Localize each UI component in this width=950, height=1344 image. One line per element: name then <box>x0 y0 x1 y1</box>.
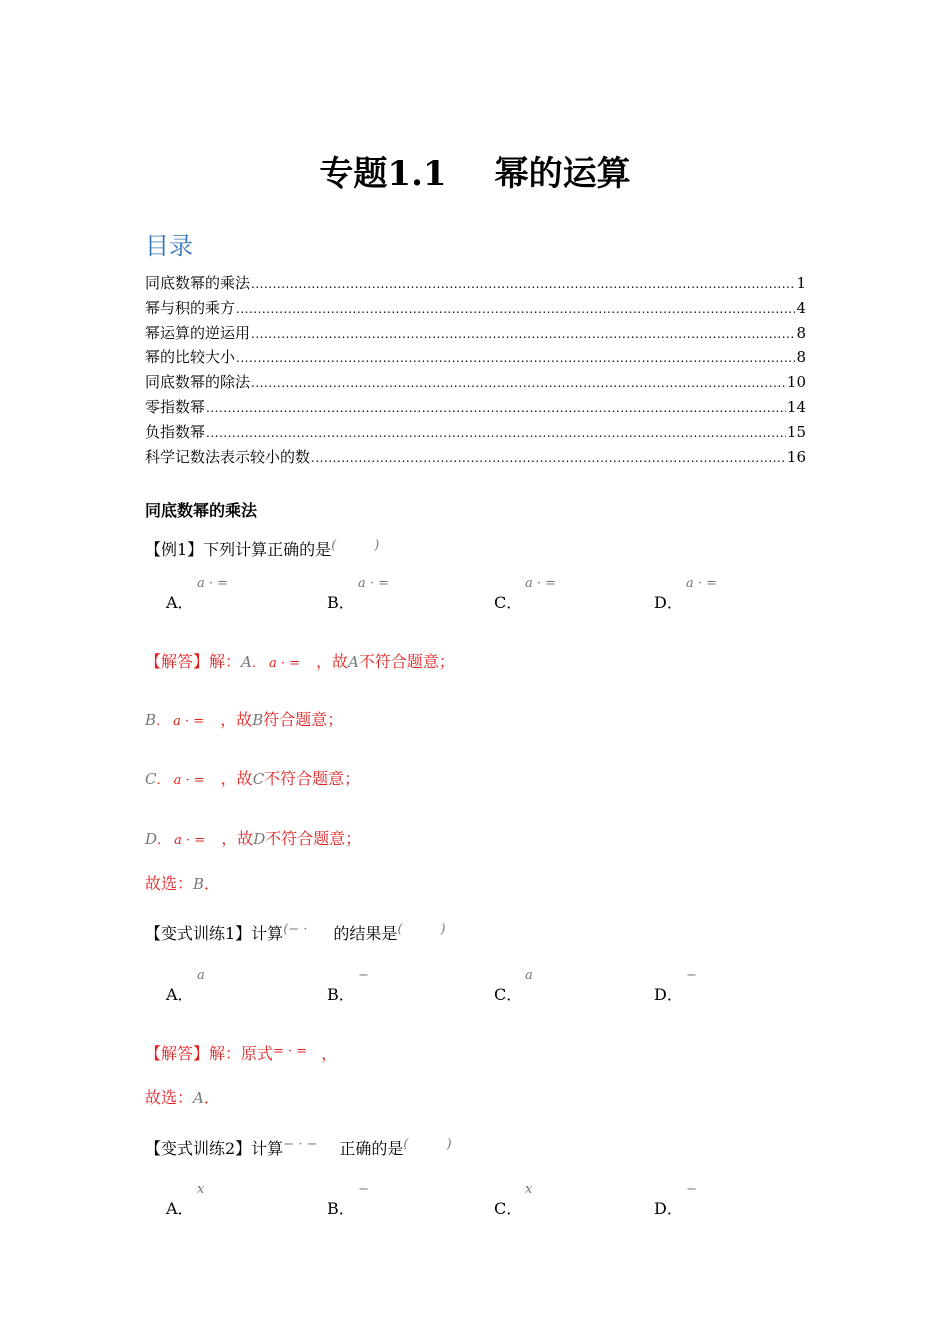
variant1-answer <box>145 1041 337 1064</box>
toc-item-page: 14 <box>786 397 806 416</box>
toc-item-page: 16 <box>786 447 806 466</box>
option-d-label: D． <box>654 593 683 612</box>
toc-item-page: 1 <box>796 274 806 292</box>
example1-answer-d <box>145 826 361 849</box>
toc-item-label: 幂运算的逆运用 <box>145 323 251 342</box>
toc-item-page: 15 <box>786 422 806 441</box>
answer-letter: C <box>252 770 265 788</box>
answer-text: ，故 <box>316 652 349 671</box>
toc-item-label: 幂与积的乘方 <box>145 298 236 317</box>
title-part1: 专题1.1 <box>319 154 447 194</box>
example1-question <box>145 537 379 560</box>
option-d-math: a · = <box>686 576 718 591</box>
toc-item[interactable] <box>145 322 806 347</box>
answer-text: 不符合题意； <box>264 769 361 788</box>
answer-math: ． a · = <box>156 714 205 729</box>
option-b-math: − <box>358 968 369 983</box>
toc-heading: 目录 <box>145 232 193 260</box>
question-text: 【例1】下列计算正确的是 <box>145 540 332 559</box>
toc-item[interactable] <box>145 297 806 322</box>
toc-item-page: 8 <box>796 348 806 367</box>
example1-choice <box>145 871 220 894</box>
close-paren: ) <box>446 1137 452 1152</box>
answer-letter: D <box>145 830 158 848</box>
choice-end: ． <box>203 1088 220 1107</box>
answer-text: 不符合题意； <box>358 652 455 671</box>
toc-item-label: 同底数幂的除法 <box>145 373 251 392</box>
option-a-math: a · = <box>197 576 229 591</box>
answer-letter: B <box>145 711 157 729</box>
toc-leader <box>206 423 786 441</box>
option-d-label: D． <box>654 1199 683 1218</box>
option-c-math: a · = <box>525 576 557 591</box>
close-paren: ) <box>374 538 380 553</box>
toc-item[interactable] <box>145 371 806 396</box>
toc-leader <box>236 348 795 366</box>
question-text: 【变式训练1】计算 <box>145 924 284 943</box>
option-d-math: − <box>686 1182 697 1197</box>
toc-item-label: 同底数幂的乘法 <box>145 274 251 292</box>
page-title <box>0 146 950 195</box>
choice-prefix: 故选： <box>145 874 194 893</box>
answer-letter: C <box>145 770 157 788</box>
option-a-label: A． <box>166 985 194 1004</box>
section-heading: 同底数幂的乘法 <box>145 501 258 520</box>
toc-item[interactable] <box>145 421 806 446</box>
open-paren: ( <box>403 1137 409 1152</box>
toc-leader <box>236 299 795 317</box>
answer-prefix: 【解答】解： <box>145 652 242 671</box>
example1-answer-c <box>145 766 360 789</box>
question-text: 正确的是 <box>339 1139 404 1158</box>
answer-letter: A <box>348 653 359 671</box>
answer-letter: A <box>241 653 252 671</box>
variant1-question <box>145 921 446 944</box>
example1-answer-b <box>145 707 343 730</box>
toc-leader <box>251 324 795 342</box>
choice-prefix: 故选： <box>145 1088 194 1107</box>
toc-item-page: 10 <box>786 373 806 392</box>
open-paren: ( <box>331 538 337 553</box>
question-math: − · − <box>283 1137 318 1152</box>
option-b-label: B． <box>327 985 355 1004</box>
option-c-label: C． <box>494 593 523 612</box>
option-b-label: B． <box>327 1199 355 1218</box>
toc-item-label: 负指数幂 <box>145 422 206 441</box>
option-d-label: D． <box>654 985 683 1004</box>
toc-item-page: 4 <box>796 298 806 317</box>
choice-letter: B <box>193 875 205 893</box>
open-paren: ( <box>397 922 403 937</box>
option-c-label: C． <box>494 985 523 1004</box>
answer-text: ，故 <box>221 829 254 848</box>
toc-item-label: 科学记数法表示较小的数 <box>145 447 311 466</box>
option-b-math: a · = <box>358 576 390 591</box>
choice-letter: A <box>193 1089 204 1107</box>
option-b-math: − <box>358 1182 369 1197</box>
option-a-math: x <box>197 1182 205 1197</box>
answer-text: ， <box>321 1044 338 1063</box>
close-paren: ) <box>440 922 446 937</box>
toc-item-page: 8 <box>796 323 806 342</box>
option-c-label: C． <box>494 1199 523 1218</box>
option-a-label: A． <box>166 593 194 612</box>
toc-item-label: 幂的比较大小 <box>145 348 236 367</box>
question-text: 的结果是 <box>333 924 398 943</box>
choice-end: ． <box>204 874 221 893</box>
answer-letter: B <box>252 711 264 729</box>
answer-text: 符合题意； <box>263 710 344 729</box>
table-of-contents <box>145 272 806 470</box>
toc-item[interactable] <box>145 396 806 421</box>
toc-item[interactable] <box>145 272 806 297</box>
answer-prefix: 【解答】解：原式 <box>145 1044 274 1063</box>
option-a-label: A． <box>166 1199 194 1218</box>
toc-leader <box>251 274 795 292</box>
title-part2: 幂的运算 <box>494 154 631 194</box>
option-c-math: x <box>525 1182 533 1197</box>
toc-leader <box>206 398 786 416</box>
answer-text: 不符合题意； <box>265 829 362 848</box>
answer-math: ． a · = <box>251 656 301 671</box>
option-c-math: a <box>525 968 533 983</box>
answer-math: = · = <box>273 1044 308 1059</box>
question-math: (− · <box>283 922 308 937</box>
question-text: 【变式训练2】计算 <box>145 1139 284 1158</box>
toc-leader <box>311 448 786 466</box>
example1-answer-a <box>145 649 455 672</box>
option-d-math: − <box>686 968 697 983</box>
option-a-math: a <box>197 968 205 983</box>
toc-item-label: 零指数幂 <box>145 397 206 416</box>
answer-letter: D <box>253 830 266 848</box>
toc-item[interactable] <box>145 346 806 371</box>
answer-text: ，故 <box>220 769 253 788</box>
toc-item[interactable] <box>145 446 806 471</box>
variant2-question <box>145 1136 452 1159</box>
answer-math: ． a · = <box>156 773 205 788</box>
option-b-label: B． <box>327 593 355 612</box>
toc-leader <box>251 373 786 391</box>
answer-text: ，故 <box>220 710 253 729</box>
answer-math: ． a · = <box>157 833 206 848</box>
variant1-choice <box>145 1085 220 1108</box>
